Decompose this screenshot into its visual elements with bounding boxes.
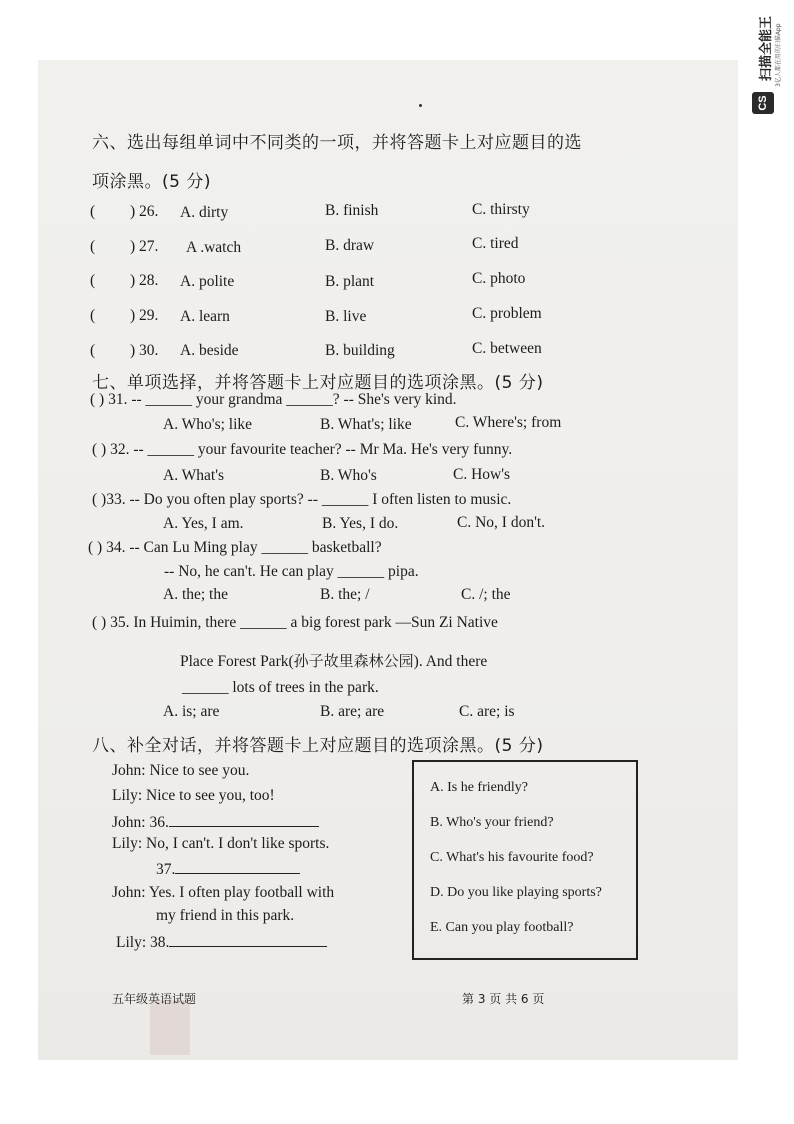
- question-35-stem-3: ______ lots of trees in the park.: [182, 679, 379, 696]
- dialog-option-c: C. What's his favourite food?: [430, 850, 594, 865]
- question-33-option-b: B. Yes, I do.: [322, 515, 399, 532]
- dialog-line-3-text: John: 36.: [112, 814, 169, 831]
- question-34-option-b: B. the; /: [320, 586, 370, 603]
- dialog-line-1: John: Nice to see you.: [112, 762, 250, 779]
- answer-bracket-open[interactable]: (: [90, 238, 96, 255]
- question-number: ) 28.: [130, 272, 159, 289]
- question-33-option-a: A. Yes, I am.: [163, 515, 244, 532]
- question-35-stem-2-text-1: Place Forest Park(: [180, 653, 294, 670]
- question-32-option-c: C. How's: [453, 466, 511, 483]
- footer-page-number: 第 3 页 共 6 页: [462, 992, 545, 1006]
- question-32-stem: ( ) 32. -- ______ your favourite teacher? -- Mr Ma. He's very funny.: [92, 441, 513, 458]
- question-32-option-a: A. What's: [163, 467, 225, 484]
- option-a: A. polite: [180, 273, 235, 290]
- section7-heading: 七、单项选择，并将答题卡上对应题目的选项涂黑。(5 分): [92, 373, 544, 393]
- option-a: A. learn: [180, 308, 230, 325]
- scanner-subtitle: 3亿人都在用的扫描App: [775, 23, 782, 87]
- question-33-stem: ( )33. -- Do you often play sports? -- ______ I often listen to music.: [92, 491, 512, 508]
- dialog-option-a: A. Is he friendly?: [430, 780, 528, 795]
- question-34-option-a: A. the; the: [163, 586, 228, 603]
- question-35-option-a: A. is; are: [163, 703, 220, 720]
- option-b: B. plant: [325, 273, 375, 290]
- answer-bracket-open[interactable]: (: [90, 203, 96, 220]
- scanner-logo-icon: CS: [752, 92, 774, 114]
- question-32-option-b: B. Who's: [320, 467, 377, 484]
- dialog-options-box: [412, 760, 638, 960]
- answer-blank-38[interactable]: [169, 932, 327, 947]
- option-a: A .watch: [186, 239, 242, 256]
- section6-heading-line1: 六、选出每组单词中不同类的一项，并将答题卡上对应题目的选: [92, 133, 582, 153]
- scanner-watermark: [748, 12, 782, 112]
- question-33-option-c: C. No, I don't.: [457, 514, 546, 531]
- question-34-stem-2: -- No, he can't. He can play ______ pipa.: [164, 563, 419, 580]
- option-a: A. beside: [180, 342, 239, 359]
- option-b: B. building: [325, 342, 395, 359]
- question-35-stem: ( ) 35. In Huimin, there ______ a big forest park —Sun Zi Native: [92, 614, 498, 631]
- question-number: ) 30.: [130, 342, 159, 359]
- answer-bracket-open[interactable]: (: [90, 272, 96, 289]
- answer-blank-37[interactable]: [175, 859, 300, 874]
- question-35-option-b: B. are; are: [320, 703, 385, 720]
- question-34-option-c: C. /; the: [461, 586, 511, 603]
- question-31-stem: ( ) 31. -- ______ your grandma ______? -- She's very kind.: [90, 391, 457, 408]
- option-c: C. photo: [472, 270, 526, 287]
- answer-blank-36[interactable]: [169, 812, 319, 827]
- dialog-option-b: B. Who's your friend?: [430, 815, 554, 830]
- dialog-line-6: John: Yes. I often play football with: [112, 884, 335, 901]
- dialog-option-e: E. Can you play football?: [430, 920, 574, 935]
- dialog-line-8: [116, 932, 327, 952]
- section6-heading-line2: 项涂黑。(5 分): [92, 172, 211, 192]
- dialog-line-5: [156, 859, 300, 879]
- option-b: B. draw: [325, 237, 375, 254]
- scan-shadow: [150, 1000, 190, 1055]
- question-34-stem: ( ) 34. -- Can Lu Ming play ______ basketball?: [88, 539, 382, 556]
- question-31-option-c: C. Where's; from: [455, 414, 562, 431]
- dialog-line-3: [112, 812, 319, 832]
- dialog-option-d: D. Do you like playing sports?: [430, 885, 602, 900]
- question-35-chinese-name: 孙子故里森林公园: [293, 652, 414, 670]
- dialog-line-5-text: 37.: [156, 861, 176, 878]
- question-35-option-c: C. are; is: [459, 703, 515, 720]
- dialog-line-8-text: Lily: 38.: [116, 934, 170, 951]
- question-31-option-a: A. Who's; like: [163, 416, 253, 433]
- dialog-line-7: my friend in this park.: [156, 907, 295, 924]
- option-c: C. problem: [472, 305, 542, 322]
- option-c: C. between: [472, 340, 542, 357]
- speck-dot: [419, 104, 422, 107]
- answer-bracket-open[interactable]: (: [90, 307, 96, 324]
- option-b: B. live: [325, 308, 367, 325]
- question-35-stem-2: [180, 650, 487, 671]
- footer-subject: 五年级英语试题: [112, 992, 197, 1006]
- option-a: A. dirty: [180, 204, 229, 221]
- scanner-name: 扫描全能王: [759, 15, 774, 81]
- option-c: C. tired: [472, 235, 519, 252]
- option-b: B. finish: [325, 202, 379, 219]
- question-35-stem-2-text-2: ). And there: [413, 653, 488, 670]
- question-number: ) 27.: [130, 238, 159, 255]
- section8-heading: 八、补全对话，并将答题卡上对应题目的选项涂黑。(5 分): [92, 736, 544, 756]
- question-number: ) 29.: [130, 307, 159, 324]
- question-number: ) 26.: [130, 203, 159, 220]
- dialog-line-4: Lily: No, I can't. I don't like sports.: [112, 835, 330, 852]
- question-31-option-b: B. What's; like: [320, 416, 412, 433]
- option-c: C. thirsty: [472, 201, 530, 218]
- dialog-line-2: Lily: Nice to see you, too!: [112, 787, 275, 804]
- answer-bracket-open[interactable]: (: [90, 342, 96, 359]
